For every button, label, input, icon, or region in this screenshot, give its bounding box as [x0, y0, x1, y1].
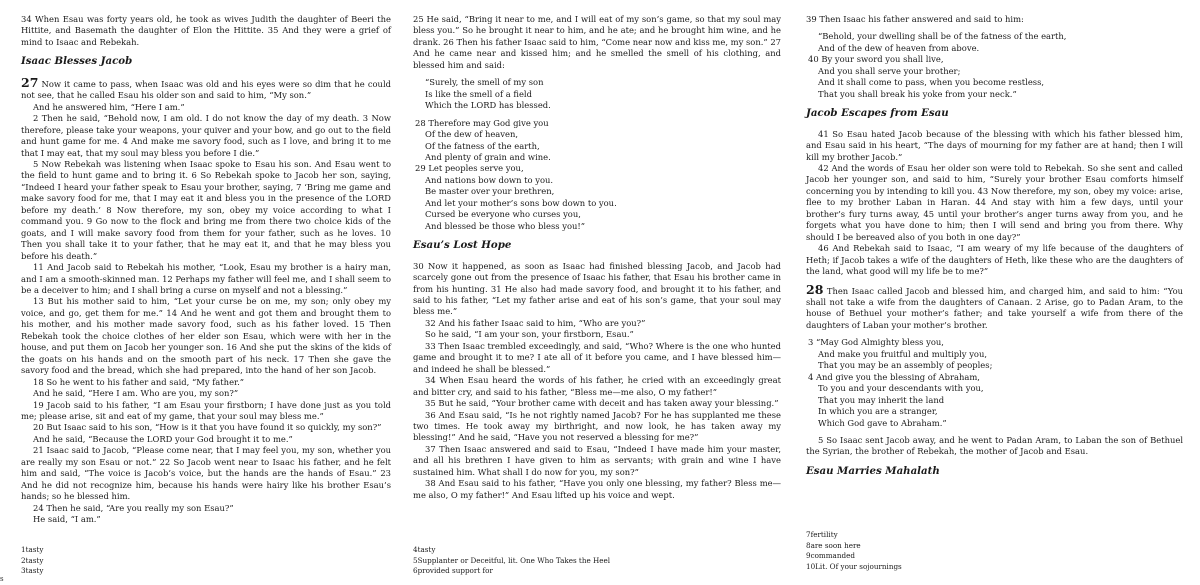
verse-paragraph: 21 Isaac said to Jacob, “Please come near, that I may feel you, my son, whether you are really my son Esau or not.” 22 So Jacob went near to Isaac his father, and he felt him and said, “The voice is Jacob’s voice, but the hands are the hands of Esau.” 23 And he did not recognize him, because his hands were hairy like his brother Esau’s hands; so he blessed him.: [21, 445, 391, 502]
verse-paragraph: And he said, “Here I am. Who are you, my son?”: [33, 388, 239, 399]
verse-paragraph: 18 So he went to his father and said, “My father.”: [33, 376, 245, 387]
footnote: 2tasty: [21, 555, 44, 565]
verse-paragraph: 34 When Esau heard the words of his father, he cried with an exceedingly great and bitter cry, and said to his father, “Bless me—me also, O my father!”: [413, 375, 781, 397]
section-heading: Esau’s Lost Hope: [413, 239, 512, 252]
verse-paragraph: 32 And his father Isaac said to him, “Who are you?”: [425, 317, 646, 328]
poem-line: And of the dew of heaven from above.: [818, 42, 980, 53]
poem-line: 3 “May God Almighty bless you,: [808, 337, 944, 348]
verse-paragraph: 36 And Esau said, “Is he not rightly named Jacob? For he has supplanted me these two times. He took away my birthright, and now look, he has taken away my blessing!” And he said, “Have you not reserved a blessing for me?”: [413, 409, 781, 443]
section-heading: Esau Marries Mahalath: [806, 464, 940, 477]
verse-paragraph: He said, “I am.”: [33, 514, 101, 525]
page-edge-mark: s: [0, 575, 4, 583]
poem-line: 29 Let peoples serve you,: [415, 163, 524, 174]
column-right: [806, 14, 1183, 486]
poem-line: And blessed be those who bless you!”: [425, 220, 586, 231]
poem-line: Of the dew of heaven,: [425, 129, 519, 140]
verse-paragraph: 35 But he said, “Your brother came with deceit and has taken away your blessing.”: [425, 398, 779, 409]
chapter-opening: [806, 281, 1183, 332]
verse-paragraph: 5 So Isaac sent Jacob away, and he went to Padan Aram, to Laban the son of Bethuel the Syrian, the brother of Rebekah, the mother of Jacob and Esau.: [806, 434, 1183, 457]
poem-block: [808, 31, 1183, 100]
verse-paragraph: 13 But his mother said to him, “Let your curse be on me, my son; only obey my voice, and go, get them for me.” 14 And he went and got them and brought them to his mother, and his mother made savory food, such as his father loved. 15 Then Rebekah took the choice clothes of her elder son Esau, which were with her in the house, and put them on Jacob her younger son. 16 And she put the skins of the kids of the goats on his hands and on the smooth part of his neck. 17 Then she gave the savory food and the bread, which she had prepared, into the hand of her son Jacob.: [21, 296, 391, 376]
section-heading: Jacob Escapes from Esau: [806, 107, 949, 120]
poem-line: That you shall break his yoke from your neck.”: [818, 88, 1017, 99]
poem-block: [425, 77, 781, 111]
footnotes-left: [21, 545, 43, 577]
chapter-number: 28: [806, 281, 824, 297]
verse-paragraph: So he said, “I am your son, your firstborn, Esau.”: [425, 329, 634, 340]
poem-line: That you may be an assembly of peoples;: [818, 360, 993, 371]
footnote: 4tasty: [413, 545, 436, 554]
poem-line: Which the LORD has blessed.: [425, 100, 551, 111]
verse-paragraph: 11 And Jacob said to Rebekah his mother, “Look, Esau my brother is a hairy man, and I am a smooth-skinned man. 12 Perhaps my father will feel me, and I shall seem to be a deceiver to him; and I shall bring a curse on myself and not a blessing.”: [21, 262, 391, 295]
poem-line: And let your mother’s sons bow down to you.: [425, 197, 617, 208]
verse-paragraph: 46 And Rebekah said to Isaac, “I am weary of my life because of the daughters of Heth; if Jacob takes a wife of the daughters of Heth, like these who are the daughters of the land, what good will my life be to me?”: [806, 243, 1183, 277]
poem-line: In which you are a stranger,: [818, 406, 938, 417]
poem-line: To you and your descendants with you,: [818, 383, 984, 394]
poem-line: And plenty of grain and wine.: [425, 151, 551, 162]
poem-line: Of the fatness of the earth,: [425, 140, 540, 151]
verse-text: Then Isaac called Jacob and blessed him, and charged him, and said to him: “You shall not take a wife from the daughters of Canaan. 2 Arise, go to Padan Aram, to the house of Bethuel your mother’s father; and take yourself a wife from there of the daughters of Laban your mother’s brother.: [806, 285, 1183, 330]
poem-line: And it shall come to pass, when you become restless,: [818, 77, 1045, 88]
poem-line: And make you fruitful and multiply you,: [818, 348, 988, 359]
poem-block: [415, 117, 781, 233]
footnote: 8are soon here: [806, 540, 861, 550]
footnotes-right: [806, 530, 902, 572]
poem-line: Is like the smell of a field: [425, 88, 532, 99]
poem-line: 28 Therefore may God give you: [415, 117, 549, 128]
verse-text: Now it came to pass, when Isaac was old and his eyes were so dim that he could not see, that he called Esau his older son and said to him, “My son.”: [21, 78, 391, 101]
footnote: 9commanded: [806, 551, 855, 561]
footnote: 3tasty: [21, 566, 44, 576]
chapter-opening: [21, 74, 391, 102]
verse-paragraph: 33 Then Isaac trembled exceedingly, and said, “Who? Where is the one who hunted game and brought it to me? I ate all of it before you came, and I have blessed him—and indeed he shall be blessed.”: [413, 340, 781, 374]
poem-line: 4 And give you the blessing of Abraham,: [808, 371, 980, 382]
verse-paragraph: 2 Then he said, “Behold now, I am old. I do not know the day of my death. 3 Now therefore, please take your weapons, your quiver and your bow, and go out to the field and hunt game for me. 4 And make me savory food, such as I love, and bring it to me that I may eat, that my soul may bless you before I die.”: [21, 113, 391, 158]
chapter-number: 27: [21, 74, 39, 90]
footnotes-middle: [413, 545, 610, 577]
verse-paragraph: 19 Jacob said to his father, “I am Esau your firstborn; I have done just as you told me; please arise, sit and eat of my game, that your soul may bless me.”: [21, 399, 391, 421]
poem-line: And nations bow down to you.: [425, 174, 554, 185]
footnote: 7fertility: [806, 530, 838, 539]
verse-paragraph: 39 Then Isaac his father answered and said to him:: [806, 14, 1024, 24]
poem-line: Cursed be everyone who curses you,: [425, 209, 581, 220]
verse-paragraph: And he said, “Because the LORD your God brought it to me.”: [33, 433, 293, 444]
section-heading: Isaac Blesses Jacob: [21, 55, 133, 68]
verse-paragraph: 34 When Esau was forty years old, he took as wives Judith the daughter of Beeri the Hittite, and Basemath the daughter of Elon the Hittite. 35 And they were a grief of mind to Isaac and Rebekah.: [21, 14, 391, 47]
verse-paragraph: 25 He said, “Bring it near to me, and I will eat of my son’s game, so that my soul may bless you.” So he brought it near to him, and he ate; and he brought him wine, and he drank. 26 Then his father Isaac said to him, “Come near now and kiss me, my son.” 27 And he came near and kissed him; and he smelled the smell of his clothing, and blessed him and said:: [413, 14, 781, 70]
poem-block: [808, 337, 1183, 429]
verse-paragraph: 41 So Esau hated Jacob because of the blessing with which his father blessed him, and Esau said in his heart, “The days of mourning for my father are at hand; then I will kill my brother Jacob.”: [806, 128, 1183, 162]
verse-paragraph: 20 But Isaac said to his son, “How is it that you have found it so quickly, my son?”: [33, 422, 382, 433]
verse-paragraph: 30 Now it happened, as soon as Isaac had finished blessing Jacob, and Jacob had scarcely gone out from the presence of Isaac his father, that Esau his brother came in from his hunting. 31 He also had made savory food, and brought it to his father, and said to his father, “Let my father arise and eat of his son’s game, that your soul may bless me.”: [413, 260, 781, 317]
column-middle: [413, 14, 781, 501]
verse-paragraph: 37 Then Isaac answered and said to Esau, “Indeed I have made him your master, and all his brethren I have given to him as servants; with grain and wine I have sustained him. What shall I do now for you, my son?”: [413, 443, 781, 477]
column-left: [21, 14, 391, 525]
poem-line: 40 By your sword you shall live,: [808, 54, 944, 65]
footnote: 1tasty: [21, 545, 44, 554]
poem-line: “Surely, the smell of my son: [425, 77, 544, 88]
poem-line: That you may inherit the land: [818, 394, 945, 405]
footnote: 5Supplanter or Deceitful, lit. One Who Takes the Heel: [413, 555, 611, 565]
poem-line: And you shall serve your brother;: [818, 65, 961, 76]
poem-line: Which God gave to Abraham.”: [818, 417, 947, 428]
footnote: 6provided support for: [413, 566, 493, 576]
poem-line: Be master over your brethren,: [425, 186, 555, 197]
footnote: 10Lit. Of your sojournings: [806, 561, 902, 571]
verse-paragraph: 42 And the words of Esau her older son were told to Rebekah. So she sent and called Jacob her younger son, and said to him, “Surely your brother Esau comforts himself concerning you by intending to kill you. 43 Now therefore, my son, obey my voice: arise, flee to my brother Laban in Haran. 44 And stay with him a few days, until your brother’s fury turns away, 45 until your brother’s anger turns away from you, and he forgets what you have done to him; then I will send and bring you from there. Why should I be bereaved also of you both in one day?”: [806, 162, 1183, 242]
verse-paragraph: 5 Now Rebekah was listening when Isaac spoke to Esau his son. And Esau went to the field to hunt game and to bring it. 6 So Rebekah spoke to Jacob her son, saying, “Indeed I heard your father speak to Esau your brother, saying, 7 ‘Bring me game and make savory food for me, that I may eat it and bless you in the presence of the LORD before my death.’ 8 Now therefore, my son, obey my voice according to what I command you. 9 Go now to the flock and bring me from there two choice kids of the goats, and I will make savory food from them for your father, such as he loves. 10 Then you shall take it to your father, that he may eat it, and that he may bless you before his death.”: [21, 158, 391, 261]
poem-line: “Behold, your dwelling shall be of the fatness of the earth,: [818, 31, 1067, 42]
verse-paragraph: And he answered him, “Here I am.”: [33, 101, 185, 112]
verse-paragraph: 38 And Esau said to his father, “Have you only one blessing, my father? Bless me—me also, O my father!” And Esau lifted up his voice and wept.: [413, 478, 781, 500]
verse-paragraph: 24 Then he said, “Are you really my son Esau?”: [33, 502, 234, 513]
